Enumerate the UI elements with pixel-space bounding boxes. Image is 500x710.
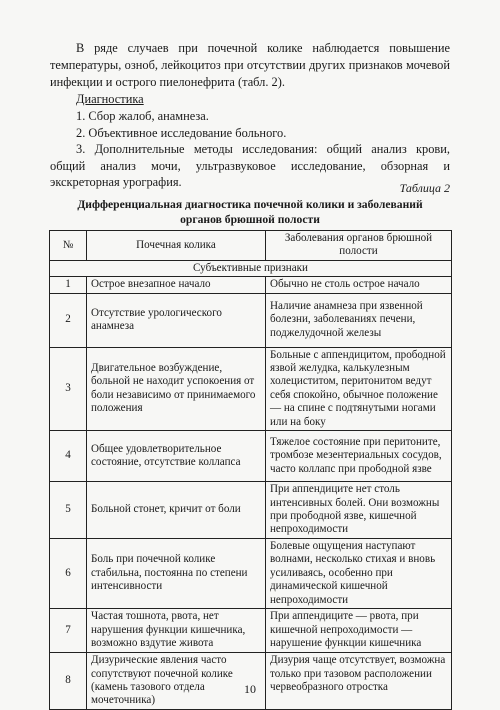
abdominal-cell: При аппендиците — рвота, при кишечной непроходимости — нарушение функции кишечника [266,609,452,653]
diagnostics-heading [50,91,450,108]
row-number: 4 [50,431,87,482]
renal-colic-cell: Общее удовлетворительное состояние, отсутствие коллапса [87,431,266,482]
row-number: 1 [50,277,87,293]
table-label: Таблица 2 [399,181,450,195]
table-row [50,653,452,710]
table-header-row [50,231,452,261]
abdominal-cell: Болевые ощущения наступают волнами, несколько стихая и вновь усиливаясь, особенно при динамической кишечной непроходимости [266,539,452,609]
renal-colic-cell: Отсутствие урологического анамнеза [87,293,266,347]
table-subheader-row [50,260,452,276]
renal-colic-cell: Острое внезапное начало [87,277,266,293]
renal-colic-cell: Больной стонет, кричит от боли [87,482,266,539]
table-row [50,277,452,293]
row-number: 6 [50,539,87,609]
table-title-line: Дифференциальная диагностика почечной колики и заболеваний [77,198,423,211]
abdominal-cell: Обычно не столь острое начало [266,277,452,293]
differential-diagnosis-table [49,230,452,710]
table-row [50,482,452,539]
renal-colic-cell: Частая тошнота, рвота, нет нарушения функции кишечника, возможно вздутие живота [87,609,266,653]
table-row [50,431,452,482]
diagnostics-heading-text: Диагностика [76,92,144,106]
header-renal-colic: Почечная колика [87,231,266,261]
abdominal-cell: Тяжелое состояние при перитоните, тромбозе мезентериальных сосудов, часто коллапс при прободной язве [266,431,452,482]
abdominal-cell: При аппендиците нет столь интенсивных болей. Они возможны при прободной язве, кишечной непроходимости [266,482,452,539]
row-number: 3 [50,347,87,430]
intro-paragraph: В ряде случаев при почечной колике наблюдается повышение температуры, озноб, лейкоцитоз при отсутствии других признаков мочевой инфекции и острого пиелонефрита (табл. 2). [50,41,450,89]
row-number: 2 [50,293,87,347]
subheader-subjective-signs: Субъективные признаки [50,260,452,276]
renal-colic-cell: Дизурические явления часто сопутствуют почечной колике (камень тазового отдела мочеточника) [87,653,266,710]
diagnostics-item: 3. Дополнительные методы исследования: общий анализ крови, общий анализ мочи, ультразвуковое исследование, обзорная и экскреторная урография. [50,142,450,190]
header-abdominal-diseases: Заболевания органов брюшной полости [266,231,452,261]
renal-colic-cell: Двигательное возбуждение, больной не находит успокоения от боли независимо от принимаемого положения [87,347,266,430]
row-number: 5 [50,482,87,539]
diagnostics-item: 1. Сбор жалоб, анамнеза. [76,109,209,123]
table-row [50,539,452,609]
table-title-line: органов брюшной полости [180,213,320,226]
renal-colic-cell: Боль при почечной колике стабильна, постоянна по степени интенсивности [87,539,266,609]
abdominal-cell: Наличие анамнеза при язвенной болезни, заболеваниях печени, поджелудочной железы [266,293,452,347]
diagnostics-item: 2. Объективное исследование больного. [76,125,287,140]
row-number: 8 [50,653,87,710]
page-number: 10 [244,682,256,696]
abdominal-cell: Больные с аппендицитом, прободной язвой желудка, калькулезным холециститом, перитонитом ведут себя спокойно, обычное положение — на спине с подтянутыми ногами или на боку [266,347,452,430]
table-row [50,609,452,653]
table-row [50,347,452,430]
row-number: 7 [50,609,87,653]
diagnostics-list [50,108,450,191]
abdominal-cell: Дизурия чаще отсутствует, возможна только при тазовом расположении червеобразного отростка [266,653,452,710]
header-number: № [50,231,87,261]
table-row [50,293,452,347]
table-title [40,197,460,227]
